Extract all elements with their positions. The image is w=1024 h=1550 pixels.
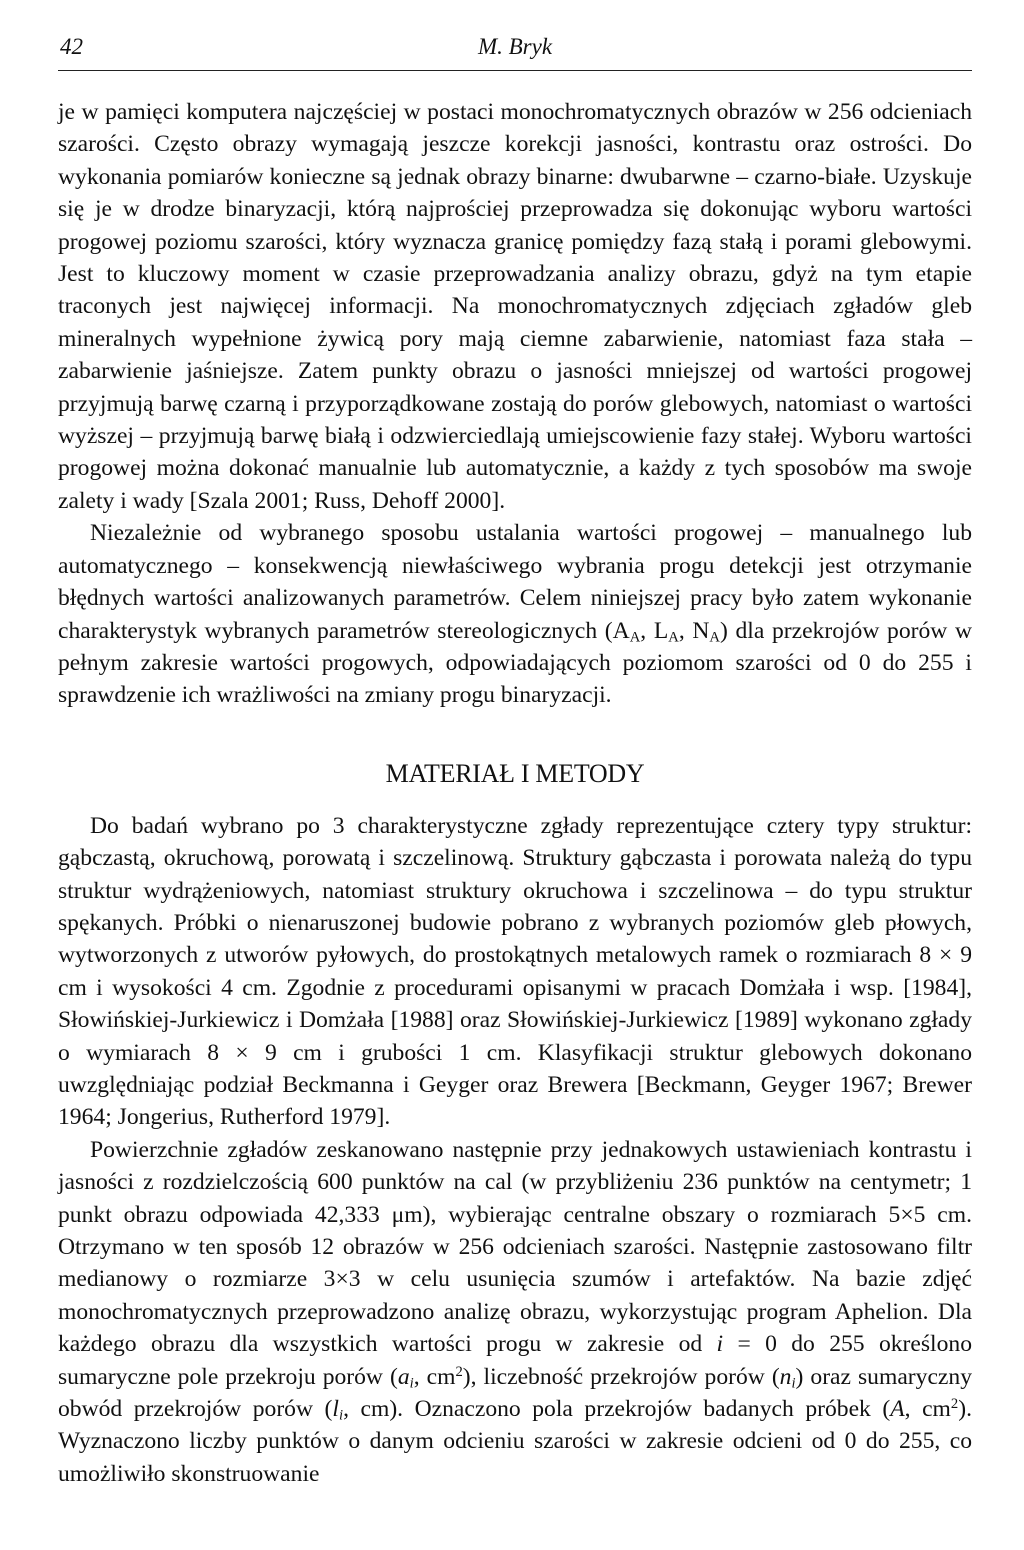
symbol-na: $N_A$ xyxy=(692,617,720,646)
paragraph-3: Do badań wybrano po 3 charakterystyczne zgłady reprezentujące cztery typy struktur: gąbczastą, okruchową, porowatą i szczelinową. Struktury gąbczasta i porowata należą do typu struktur wydrążeniowych, natomiast struktury okruchowa i szczelinowa – do typu struktur spękanych. Próbki o nienaruszonej budowie pobrano z wybranych poziomów gleb płowych, wytworzonych z utworów pyłowych, do prostokątnych metalowych ramek o rozmiarach 8 × 9 cm i wysokości 4 cm. Zgodnie z procedurami opisanymi w pracach Domżała i wsp. [1984], Słowińskiej-Jurkiewicz i Domżała [1988] oraz Słowińskiej-Jurkiewicz [1989] wykonano zgłady o wymiarach 8 × 9 cm i grubości 1 cm. Klasyfikacji struktur glebowych dokonano uwzględniając podział Beckmanna i Geyger oraz Brewera [Beckmann, Geyger 1967; Brewer 1964; Jongerius, Rutherford 1979]. xyxy=(58,812,972,1131)
paragraph-4: Powierzchnie zgładów zeskanowano następnie przy jednakowych ustawieniach kontrastu i jasności z rozdzielczością 600 punktów na cal (w przybliżeniu 236 punktów na centymetr; 1 punkt obrazu odpowiada 42,333 μm), wybierając centralne obszary o rozmiarach 5×5 cm. Otrzymano w ten sposób 12 obrazów w 256 odcieniach szarości. Następnie zastosowano filtr medianowy o rozmiarze 3×3 w celu usunięcia szumów i artefaktów. Na bazie zdjęć monochromatycznych przeprowadzono analizę obrazu, wykorzystując program Aphelion. Dla każdego obrazu dla wszystkich wartości progu w zakresie od i = 0 do 255 określono sumaryczne pole przekroju porów ($a_i$, $cm^2$), liczebność przekrojów porów $(n_i)$ oraz sumaryczny obwód przekrojów porów ($l_i$, cm). Oznaczono pola przekrojów badanych próbek (A, $cm^2$). Wyznaczono liczby punktów o danym odcieniu szarości w zakresie odcieni od 0 do 255, co umożliwiło skonstruowanie xyxy=(58,1136,972,1487)
running-head xyxy=(58,32,972,71)
p2-text-before: Niezależnie od wybranego sposobu ustalania wartości progowej – manualnego lub automatycznego – konsekwencją niewłaściwego wybrania progu detekcji jest otrzymanie błędnych wartości analizowanych parametrów. Celem niniejszej pracy było zatem wykonanie charakterystyk wybranych parametrów stereologicznych ( xyxy=(58,520,972,644)
paragraph-2: Niezależnie od wybranego sposobu ustalania wartości progowej – manualnego lub automatycznego – konsekwencją niewłaściwego wybrania progu detekcji jest otrzymanie błędnych wartości analizowanych parametrów. Celem niniejszej pracy było zatem wykonanie charakterystyk wybranych parametrów stereologicznych ($A_A$, $L_A$, $N_A$) dla przekrojów porów w pełnym zakresie wartości progowych, odpowiadających poziomom szarości od 0 do 255 i sprawdzenie ich wrażliwości na zmiany progu binaryzacji. xyxy=(58,520,973,709)
page-number: 42 xyxy=(60,34,83,59)
running-head-author: M. Bryk xyxy=(477,34,553,59)
section-heading: MATERIAŁ I METODY xyxy=(385,758,645,788)
paragraph-1: je w pamięci komputera najczęściej w postaci monochromatycznych obrazów w 256 odcieniach szarości. Często obrazy wymagają jeszcze korekcji jasności, kontrastu oraz ostrości. Do wykonania pomiarów konieczne są jednak obrazy binarne: dwubarwne – czarno-białe. Uzyskuje się je w drodze binaryzacji, którą najprościej przeprowadza się dokonując wyboru wartości progowej poziomu szarości, który wyznacza granicę pomiędzy fazą stałą i porami glebowymi. Jest to kluczowy moment w czasie przeprowadzania analizy obrazu, gdyż na tym etapie traconych jest najwięcej informacji. Na monochromatycznych zdjęciach zgładów gleb mineralnych wypełnione żywicą pory mają ciemne zabarwienie, natomiast faza stała – zabarwienie jaśniejsze. Zatem punkty obrazu o jasności mniejszej od wartości progowej przyjmują barwę czarną i przyporządkowane zostają do porów glebowych, natomiast o wartości wyższej – przyjmują barwę białą i odzwierciedlają umiejscowienie fazy stałej. Wyboru wartości progowej można dokonać manualnie lub automatycznie, a każdy z tych sposobów ma swoje zalety i wady [Szala 2001; Russ, Dehoff 2000]. xyxy=(58,99,972,514)
symbol-aa: $A_A$ xyxy=(612,617,641,646)
body-text xyxy=(58,96,972,1490)
symbol-la: $L_A$ xyxy=(653,617,679,646)
p2-text-after: ) dla przekrojów porów w pełnym zakresie wartości progowych, odpowiadających poziomom szarości od 0 do 255 i sprawdzenie ich wrażliwości na zmiany progu binaryzacji. xyxy=(58,617,973,709)
